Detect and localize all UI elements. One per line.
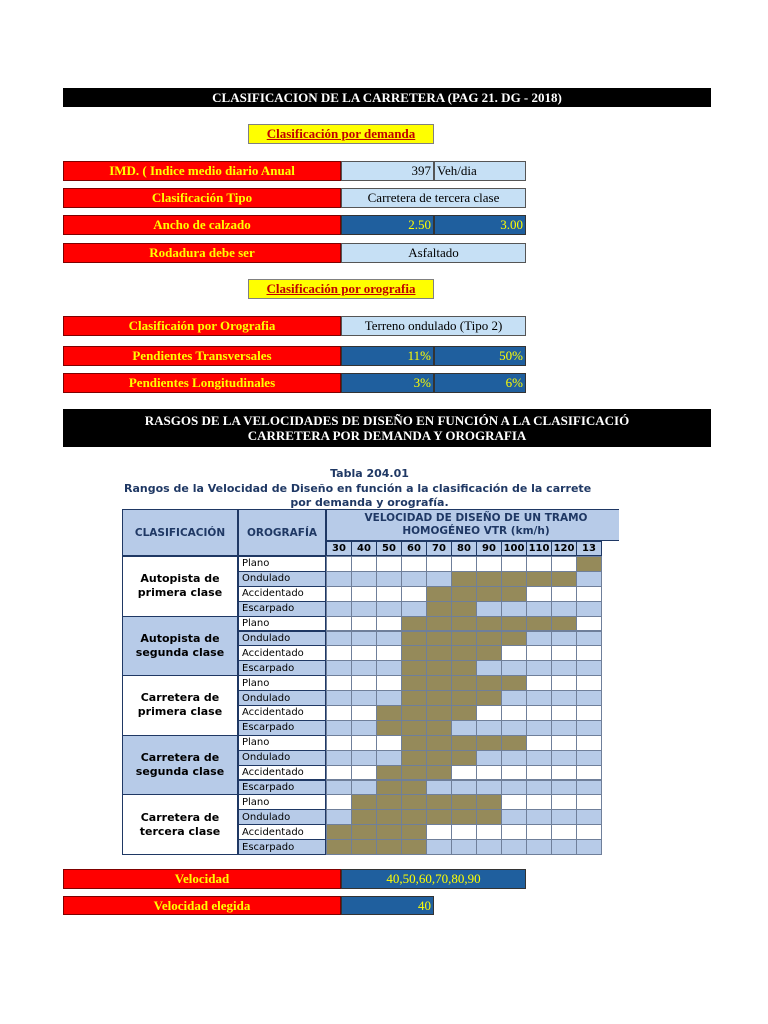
speed-cell [501,616,527,632]
speed-cell [501,735,527,751]
speed-cell [476,780,502,796]
section-orografia-heading: Clasificación por orografia [248,279,434,299]
terrain-label: Escarpado [238,660,326,676]
speed-cell [476,735,502,751]
col-velocidad-line2: HOMOGÉNEO VTR (km/h) [402,525,550,537]
speed-header: 50 [376,541,402,556]
speed-cell [426,720,452,736]
speed-header: 100 [501,541,527,556]
speed-cell [376,556,402,572]
pend-trans-max: 50% [434,346,526,366]
table-subtitle-2: por demanda y orografía. [290,496,449,509]
speed-cell [526,556,552,572]
col-orografia: OROGRAFÍA [238,509,326,556]
speed-cell [401,824,427,840]
terrain-label: Escarpado [238,720,326,736]
speed-cell [376,839,402,855]
speed-cell [376,765,402,781]
speed-cell [426,675,452,691]
speed-cell [376,690,402,706]
terrain-label: Plano [238,794,326,810]
velocidad-label: Velocidad [63,869,341,889]
speed-cell [576,765,602,781]
speed-cell [476,556,502,572]
speed-cell [576,750,602,766]
speed-cell [451,556,477,572]
speed-cell [576,616,602,632]
speed-cell [426,631,452,647]
section-demanda-heading: Clasificación por demanda [248,124,434,144]
terrain-label: Ondulado [238,690,326,706]
tipo-value: Carretera de tercera clase [341,188,526,208]
table-subtitle: Rangos de la Velocidad de Diseño en función a la clasificación de la carrete [124,482,592,495]
speed-cell [326,690,352,706]
pend-long-label: Pendientes Longitudinales [63,373,341,393]
speed-cell [576,556,602,572]
speed-cell [576,839,602,855]
speed-cell [576,586,602,602]
speed-header: 90 [476,541,502,556]
speed-cell [451,794,477,810]
terrain-label: Plano [238,735,326,751]
speed-cell [551,586,577,602]
speed-cell [401,735,427,751]
speed-cell [351,645,377,661]
speed-cell [451,690,477,706]
speed-cell [351,571,377,587]
speed-header: 40 [351,541,377,556]
ancho-max: 3.00 [434,215,526,235]
speed-cell [351,765,377,781]
speed-cell [576,675,602,691]
speed-cell [426,586,452,602]
speed-cell [526,675,552,691]
speed-cell [501,571,527,587]
speed-cell [326,616,352,632]
speed-cell [501,645,527,661]
speed-cell [551,616,577,632]
imd-label: IMD. ( Indice medio diario Anual [63,161,341,181]
velocidad-value: 40,50,60,70,80,90 [341,869,526,889]
speed-cell [401,586,427,602]
orografia-value: Terreno ondulado (Tipo 2) [341,316,526,336]
speed-header: 120 [551,541,577,556]
speed-cell [501,675,527,691]
speed-cell [401,556,427,572]
speed-cell [376,616,402,632]
speed-cell [401,720,427,736]
speed-cell [576,824,602,840]
page-title: CLASIFICACION DE LA CARRETERA (PAG 21. DG - 2018) [63,88,711,107]
speed-cell [401,839,427,855]
terrain-label: Accidentado [238,765,326,781]
terrain-label: Accidentado [238,705,326,721]
speed-cell [526,601,552,617]
speed-cell [526,794,552,810]
speed-cell [426,750,452,766]
speed-cell [351,824,377,840]
speed-cell [501,824,527,840]
speed-cell [551,675,577,691]
speed-cell [351,601,377,617]
speed-cell [551,645,577,661]
speed-cell [451,765,477,781]
speed-cell [401,705,427,721]
terrain-label: Plano [238,675,326,691]
speed-cell [576,631,602,647]
speed-cell [451,705,477,721]
speed-cell [326,824,352,840]
class-name: Carretera de tercera clase [122,794,238,855]
speed-cell [351,780,377,796]
speed-cell [526,765,552,781]
speed-cell [351,616,377,632]
speed-cell [401,750,427,766]
speed-cell [526,750,552,766]
speed-cell [476,809,502,825]
speed-cell [426,601,452,617]
speed-cell [476,601,502,617]
speed-cell [551,705,577,721]
speed-cell [451,824,477,840]
speed-cell [451,601,477,617]
speed-header: 30 [326,541,352,556]
speed-cell [526,824,552,840]
speed-cell [576,645,602,661]
speed-cell [326,556,352,572]
terrain-label: Accidentado [238,645,326,661]
col-velocidad-line1: VELOCIDAD DE DISEÑO DE UN TRAMO [364,512,588,524]
speed-cell [501,765,527,781]
speed-cell [451,660,477,676]
speed-cell [426,809,452,825]
speed-cell [526,660,552,676]
speed-cell [376,824,402,840]
speed-cell [376,735,402,751]
speed-cell [476,675,502,691]
speed-cell [326,571,352,587]
speed-cell [551,765,577,781]
speed-cell [351,675,377,691]
speed-cell [451,645,477,661]
speed-cell [376,675,402,691]
speed-cell [351,750,377,766]
speed-cell [401,660,427,676]
speed-cell [401,616,427,632]
terrain-label: Accidentado [238,824,326,840]
speed-cell [326,645,352,661]
speed-cell [551,824,577,840]
speed-cell [326,735,352,751]
speed-cell [401,690,427,706]
speed-cell [426,824,452,840]
speed-cell [526,571,552,587]
speed-cell [526,631,552,647]
speed-cell [501,839,527,855]
speed-cell [526,735,552,751]
pend-long-min: 3% [341,373,434,393]
speed-cell [476,750,502,766]
class-name: Carretera de primera clase [122,675,238,736]
speed-cell [426,645,452,661]
speed-cell [451,631,477,647]
speed-cell [551,794,577,810]
speed-cell [551,571,577,587]
speed-cell [551,556,577,572]
terrain-label: Plano [238,616,326,632]
speed-cell [576,735,602,751]
speed-cell [401,601,427,617]
speed-cell [501,631,527,647]
speed-cell [451,571,477,587]
speed-cell [351,556,377,572]
speed-cell [351,586,377,602]
speed-cell [376,660,402,676]
speed-cell [526,645,552,661]
speed-cell [551,809,577,825]
speed-cell [576,794,602,810]
speed-cell [576,705,602,721]
speed-cell [351,809,377,825]
speed-cell [376,645,402,661]
speed-cell [401,675,427,691]
speed-cell [426,765,452,781]
speed-cell [376,809,402,825]
class-name: Autopista de primera clase [122,556,238,617]
speed-cell [476,660,502,676]
terrain-label: Plano [238,556,326,572]
speed-cell [476,720,502,736]
speed-cell [501,809,527,825]
speed-cell [501,780,527,796]
terrain-label: Escarpado [238,839,326,855]
tipo-label: Clasificación Tipo [63,188,341,208]
speed-cell [551,780,577,796]
speed-header: 13 [576,541,602,556]
imd-unit: Veh/dia [434,161,526,181]
speed-cell [551,735,577,751]
speed-cell [526,690,552,706]
ancho-label: Ancho de calzado [63,215,341,235]
speed-cell [326,660,352,676]
speed-cell [376,631,402,647]
speed-cell [326,601,352,617]
speed-cell [501,750,527,766]
speed-cell [326,705,352,721]
rodadura-label: Rodadura debe ser [63,243,341,263]
speed-cell [501,720,527,736]
speed-cell [326,794,352,810]
speed-cell [451,780,477,796]
speed-cell [476,645,502,661]
speed-cell [326,586,352,602]
speed-cell [551,720,577,736]
speed-cell [451,750,477,766]
speed-cell [326,809,352,825]
speed-cell [451,809,477,825]
speed-cell [376,750,402,766]
terrain-label: Accidentado [238,586,326,602]
speed-cell [426,616,452,632]
speed-cell [376,705,402,721]
terrain-label: Ondulado [238,571,326,587]
speed-cell [326,720,352,736]
speed-cell [401,794,427,810]
velocity-table [120,465,619,857]
speed-cell [326,750,352,766]
speed-cell [376,586,402,602]
orografia-label: Clasificaión por Orografia [63,316,341,336]
speed-cell [576,660,602,676]
speed-cell [426,705,452,721]
rasgos-heading [63,409,711,447]
speed-cell [551,631,577,647]
speed-cell [451,616,477,632]
terrain-label: Ondulado [238,809,326,825]
velocidad-elegida-value[interactable]: 40 [341,896,434,915]
speed-cell [401,809,427,825]
speed-cell [501,660,527,676]
speed-cell [576,720,602,736]
speed-cell [501,586,527,602]
speed-header: 70 [426,541,452,556]
speed-cell [351,705,377,721]
speed-cell [526,809,552,825]
speed-cell [351,839,377,855]
terrain-label: Ondulado [238,631,326,647]
speed-cell [401,571,427,587]
speed-cell [526,780,552,796]
speed-cell [476,571,502,587]
speed-cell [351,631,377,647]
speed-cell [526,839,552,855]
col-velocidad [326,509,619,541]
speed-header: 60 [401,541,427,556]
speed-cell [526,720,552,736]
pend-trans-min: 11% [341,346,434,366]
speed-cell [326,780,352,796]
speed-cell [501,601,527,617]
speed-cell [326,631,352,647]
rodadura-value: Asfaltado [341,243,526,263]
speed-cell [326,839,352,855]
class-name: Carretera de segunda clase [122,735,238,796]
terrain-label: Ondulado [238,750,326,766]
speed-cell [551,601,577,617]
speed-cell [476,794,502,810]
speed-cell [376,601,402,617]
speed-cell [551,750,577,766]
rasgos-heading-line2: CARRETERA POR DEMANDA Y OROGRAFIA [247,428,527,443]
terrain-label: Escarpado [238,601,326,617]
speed-cell [476,616,502,632]
speed-cell [501,556,527,572]
speed-cell [476,839,502,855]
speed-cell [576,780,602,796]
ancho-min: 2.50 [341,215,434,235]
speed-cell [451,735,477,751]
speed-cell [351,720,377,736]
pend-long-max: 6% [434,373,526,393]
speed-cell [376,780,402,796]
speed-cell [576,809,602,825]
speed-cell [551,839,577,855]
speed-cell [351,690,377,706]
class-name: Autopista de segunda clase [122,616,238,677]
speed-cell [501,705,527,721]
speed-cell [476,690,502,706]
speed-cell [376,720,402,736]
speed-cell [476,586,502,602]
speed-cell [351,794,377,810]
speed-cell [451,586,477,602]
speed-cell [426,735,452,751]
table-title: Tabla 204.01 [330,467,409,480]
velocidad-elegida-label: Velocidad elegida [63,896,341,915]
speed-cell [576,571,602,587]
speed-cell [426,556,452,572]
pend-trans-label: Pendientes Transversales [63,346,341,366]
speed-cell [501,794,527,810]
col-clasificacion: CLASIFICACIÓN [122,509,238,556]
speed-cell [401,631,427,647]
speed-cell [576,690,602,706]
speed-cell [451,720,477,736]
speed-cell [326,765,352,781]
speed-cell [451,839,477,855]
speed-cell [476,765,502,781]
speed-cell [476,824,502,840]
speed-cell [476,631,502,647]
speed-cell [401,765,427,781]
speed-cell [526,616,552,632]
speed-cell [426,690,452,706]
speed-cell [576,601,602,617]
speed-cell [451,675,477,691]
speed-cell [476,705,502,721]
speed-cell [376,571,402,587]
speed-cell [426,571,452,587]
speed-cell [401,780,427,796]
speed-cell [551,660,577,676]
terrain-label: Escarpado [238,780,326,796]
speed-cell [551,690,577,706]
speed-cell [351,660,377,676]
speed-cell [526,586,552,602]
speed-cell [501,690,527,706]
rasgos-heading-line1: RASGOS DE LA VELOCIDADES DE DISEÑO EN FUNCIÓN A LA CLASIFICACIÓ [144,413,630,428]
speed-cell [326,675,352,691]
imd-value[interactable]: 397 [341,161,434,181]
speed-cell [401,645,427,661]
speed-cell [426,780,452,796]
speed-cell [351,735,377,751]
speed-cell [426,839,452,855]
speed-cell [426,660,452,676]
speed-header: 80 [451,541,477,556]
speed-cell [376,794,402,810]
speed-header: 110 [526,541,552,556]
speed-cell [526,705,552,721]
speed-cell [426,794,452,810]
